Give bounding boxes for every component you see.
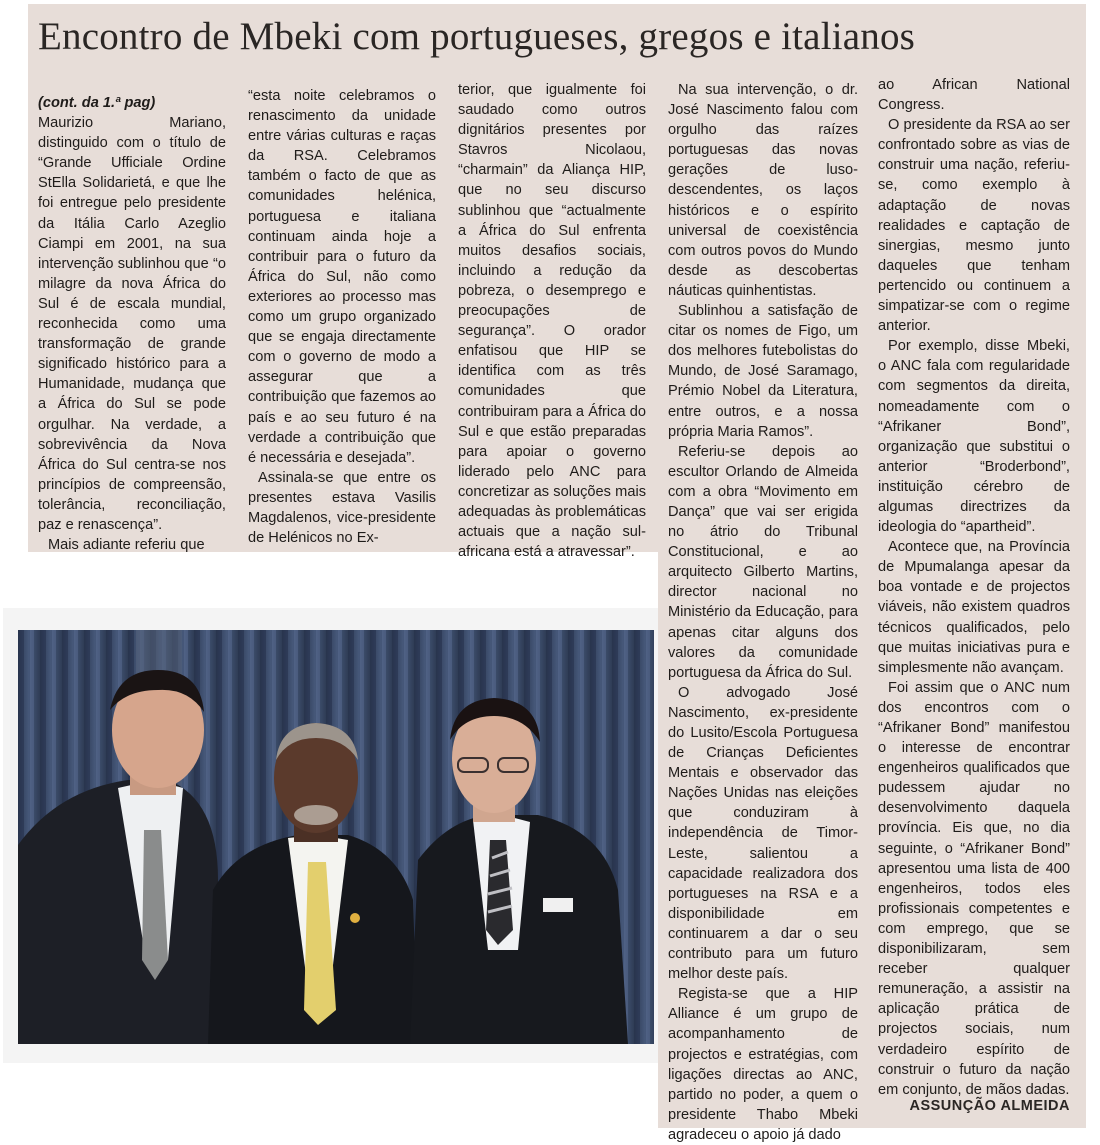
article-column-1 xyxy=(38,93,226,555)
paragraph: Referiu-se depois ao escultor Orlando de Almeida com a obra “Movimento em Dança” que vai ser erigida no átrio do Tribunal Constitucional, e ao arquitecto Gilberto Martins, director nacional no Ministério da Educação, para apenas citar alguns dos valores da comunidade portuguesa da África do Sul. xyxy=(668,443,858,681)
article-column-2 xyxy=(248,86,436,548)
article-column-3 xyxy=(458,80,646,562)
photo-illustration xyxy=(18,630,654,1044)
article-column-4 xyxy=(668,80,858,1145)
article-column-5 xyxy=(878,75,1070,1100)
article-byline: ASSUNÇÃO ALMEIDA xyxy=(909,1098,1070,1114)
paragraph: Assinala-se que entre os presentes estava Vasilis Magdalenos, vice-presidente de Helénicos no Ex- xyxy=(248,469,436,547)
article-headline: Encontro de Mbeki com portugueses, gregos e italianos xyxy=(38,15,916,58)
paragraph: Sublinhou a satisfação de citar os nomes de Figo, um dos melhores futebolistas do Mundo, de José Saramago, Prémio Nobel da Literatura, entre outros, e a nossa própria Maria Ramos”. xyxy=(668,303,858,440)
paragraph: Por exemplo, disse Mbeki, o ANC fala com regularidade com segmentos da direita, nomeadamente com o “Afrikaner Bond”, organização que substitui o anterior “Broderbond”, instituição cérebro de algumas directrizes da ideologia do “apartheid”. xyxy=(878,338,1070,536)
paragraph: O presidente da RSA ao ser confrontado sobre as vias de construir uma nação, referiu-se, como exemplo à adaptação de novas realidades e captação de sinergias, mesmo junto daqueles que tenham pertencido ou continuem a simpatizar-se com o regime anterior. xyxy=(878,117,1070,335)
paragraph: terior, que igualmente foi saudado como outros dignitários presentes por Stavros Nicolaou, “charmain” da Aliança HIP, que no seu discurso sublinhou que “actualmente a África do Sul enfrenta muitos desafios sociais, incluindo a redução da pobreza, o desemprego e preocupações de segurança”. O orador enfatisou que HIP se identifica com as três comunidades que contribuiram para a África do Sul e que estão preparadas para apoiar o governo liderado pelo ANC para concretizar as soluções mais adequadas às problemáticas actuais que a nação sul-africana está a atravessar”. xyxy=(458,82,646,561)
paragraph: Na sua intervenção, o dr. José Nascimento falou com orgulho das raízes portuguesas das novas gerações de luso-descendentes, os laços históricos e o espírito universal de coexistência com outros povos do Mundo desde as descobertas náuticas quinhentistas. xyxy=(668,82,858,299)
paragraph: “esta noite celebramos o renascimento da unidade entre várias culturas e raças da RSA. Celebramos também o facto de que as comunidades helénica, portuguesa e italiana continuam ainda hoje a contribuir para o futuro da África do Sul, não como exteriores ao processo mas como um grupo organizado que se engaja directamente com o governo de modo a assegurar que a contribuição que fazemos ao país e ao seu futuro é na verdade a contribuição que é necessária e desejada”. xyxy=(248,88,436,466)
paragraph: O advogado José Nascimento, ex-presidente do Lusito/Escola Portuguesa de Crianças Deficientes Mentais e observador das Nações Unidas nas eleições que conduziram à independência de Timor-Leste, salientou a capacidade realizadora dos portugueses na RSA e a disponibilidade em continuarem a dar o seu contributo para um futuro melhor deste país. xyxy=(668,684,858,983)
event-photograph xyxy=(18,630,654,1044)
paragraph: Foi assim que o ANC num dos encontros com o “Afrikaner Bond” manifestou o interesse de encontrar engenheiros qualificados que pudessem ajudar no desenvolvimento daquela província. Eis que, no dia seguinte, o “Afrikaner Bond” apresentou uma lista de 400 engenheiros, todos eles profissionais competentes e com emprego, que se disponibilizaram, sem receber qualquer remuneração, a assistir na aplicação prática de projectos sociais, num verdadeiro espírito de construir o futuro da nação em conjunto, de mãos dadas. xyxy=(878,679,1070,1098)
paragraph: ao African National Congress. xyxy=(878,77,1070,114)
continuation-kicker: (cont. da 1.ª pag) xyxy=(38,95,156,111)
paragraph: Mais adiante referiu que xyxy=(48,537,205,554)
paragraph: Acontece que, na Província de Mpumalanga apesar da boa vontade e de projectos viáveis, não existem quadros técnicos qualificados, pelo que muitas iniciativas pura e simplesmente não avançam. xyxy=(878,539,1070,676)
paragraph: Regista-se que a HIP Alliance é um grupo de acompanhamento de projectos e estratégias, com ligações directas ao ANC, partido no poder, a quem o presidente Thabo Mbeki agradeceu o apoio já dado xyxy=(668,986,858,1143)
paragraph: Maurizio Mariano, distinguido com o título de “Grande Ufficiale Ordine StElla Solidarietá, e que lhe foi entregue pelo presidente da Itália Carlo Azeglio Ciampi em 2001, na sua intervenção sublinhou que “o milagre da nova África do Sul é de escala mundial, reconhecida como uma transformação de grande significado histórico para a Humanidade, mudança que a África do Sul se pode orgulhar. Na verdade, a sobrevivência da Nova África do Sul centra-se nos princípios de compreensão, tolerância, reconciliação, paz e renascença”. xyxy=(38,115,226,533)
